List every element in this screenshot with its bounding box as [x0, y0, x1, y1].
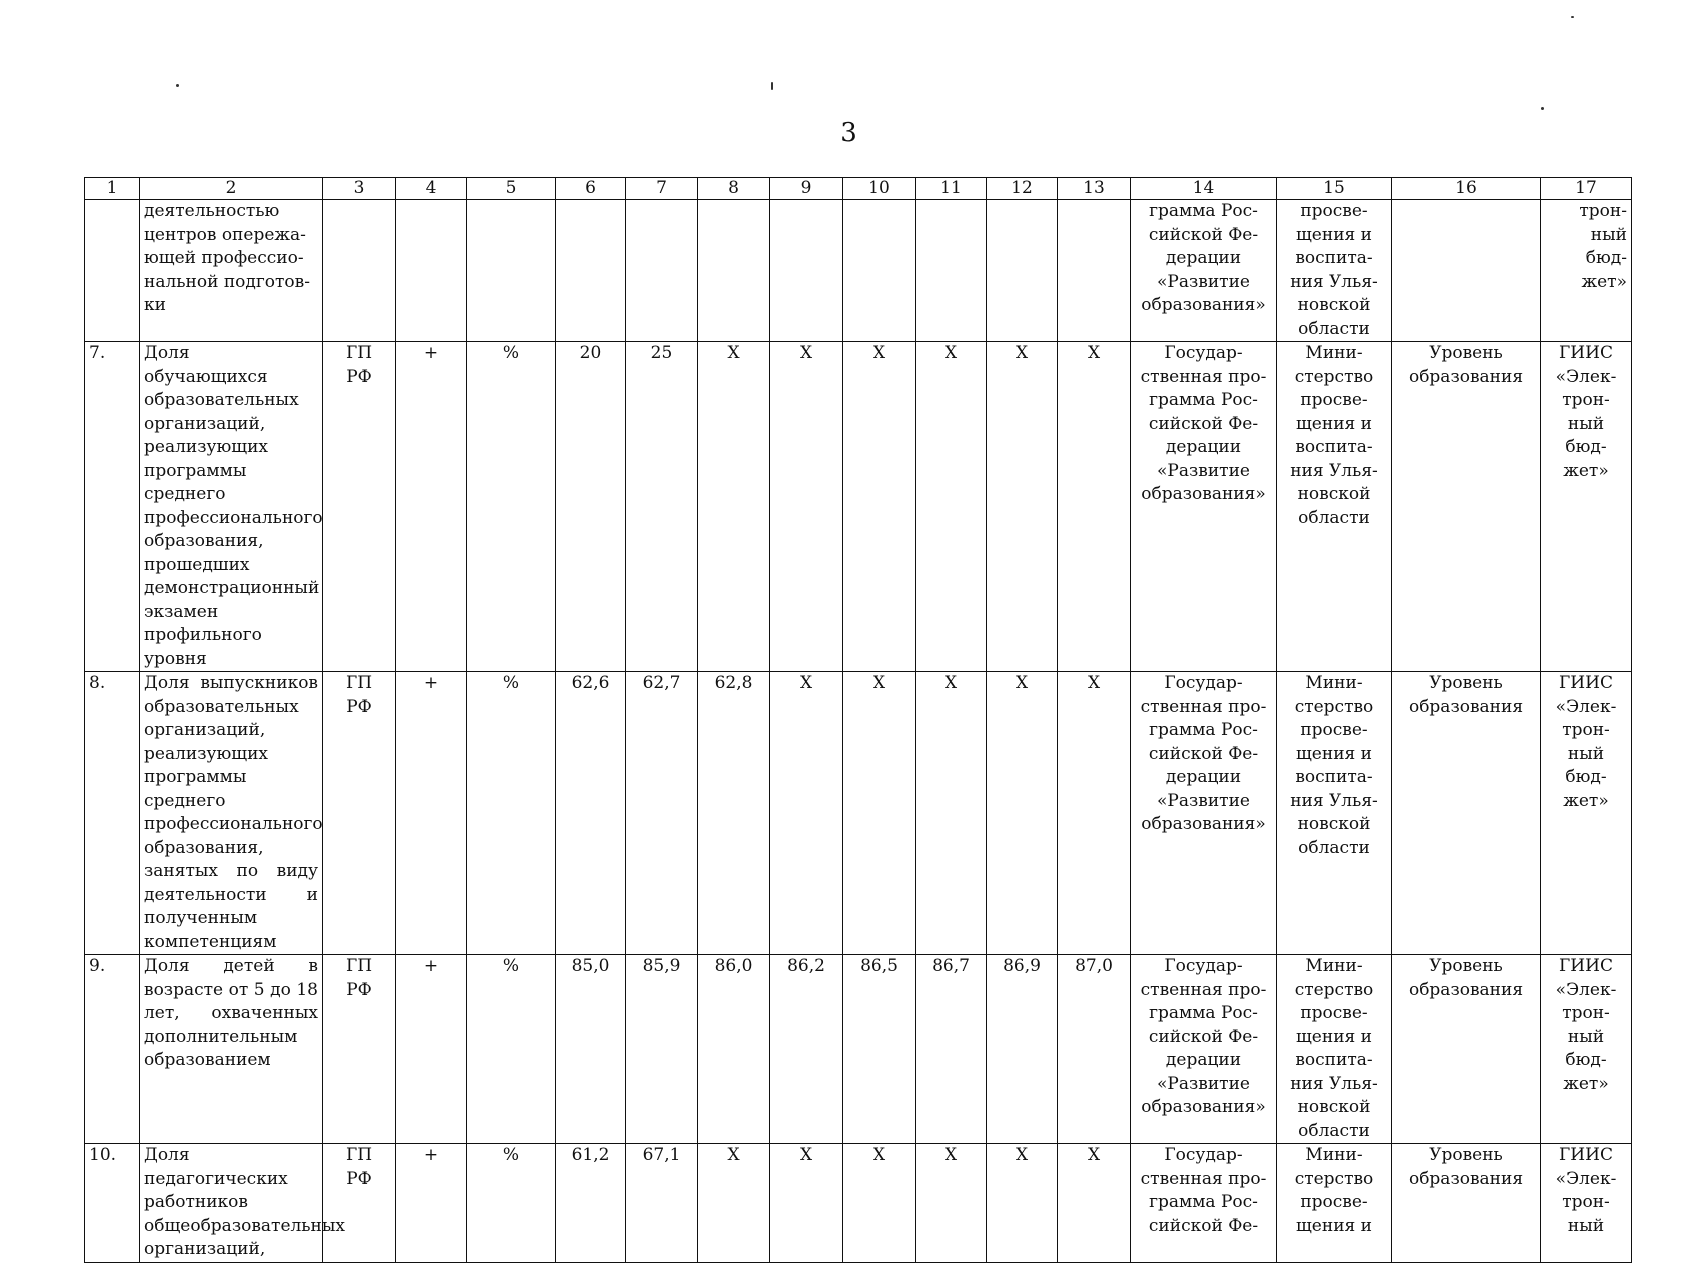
value-cell: X	[1058, 342, 1131, 672]
scan-speck	[1541, 107, 1544, 110]
responsible-cell: Мини- стерство просве- щения и воспита- ния Улья- новской области	[1277, 342, 1392, 672]
indicator-cell: Доля детей в возрасте от 5 до 18 лет, охваченных дополнительным образованием	[140, 955, 323, 1144]
num-cell: 10.	[85, 1144, 140, 1263]
value-cell: 85,0	[556, 955, 626, 1144]
num-cell: 8.	[85, 672, 140, 955]
value-cell: X	[987, 342, 1058, 672]
page-number: 3	[840, 118, 857, 148]
scan-speck	[771, 82, 773, 90]
direction-cell: +	[396, 955, 467, 1144]
value-cell: X	[916, 1144, 987, 1263]
value-cell: X	[843, 342, 916, 672]
program-cell: Государ- ственная про- грамма Рос- сийской Фе- дерации «Развитие образования»	[1131, 672, 1277, 955]
level-cell: Уровень образования	[1392, 672, 1541, 955]
num-cell: 9.	[85, 955, 140, 1144]
column-header: 1	[85, 178, 140, 200]
value-cell: X	[987, 672, 1058, 955]
program-cell: Государ- ственная про- грамма Рос- сийской Фе- дерации «Развитие образования»	[1131, 342, 1277, 672]
value-cell: 62,8	[698, 672, 770, 955]
source-cell: ГИИС «Элек- трон- ный бюд- жет»	[1541, 955, 1632, 1144]
program-cell: Государ- ственная про- грамма Рос- сийской Фе- дерации «Развитие образования»	[1131, 955, 1277, 1144]
empty-cell	[1392, 200, 1541, 342]
value-cell: 86,7	[916, 955, 987, 1144]
indicator-cell: Доля выпускников образовательных организаций, реализующих программы среднего профессионального образования, занятых по виду деятельности и полученным компетенциям	[140, 672, 323, 955]
value-cell: X	[1058, 672, 1131, 955]
unit-cell: %	[467, 955, 556, 1144]
level-cell: Уровень образования	[1392, 342, 1541, 672]
direction-cell: +	[396, 672, 467, 955]
direction-cell: +	[396, 1144, 467, 1263]
column-header: 12	[987, 178, 1058, 200]
column-header: 4	[396, 178, 467, 200]
value-cell: 62,7	[626, 672, 698, 955]
column-header: 5	[467, 178, 556, 200]
indicator-cell: Доля обучающихся образовательных организаций, реализующих программы среднего профессионального образования, прошедших демонстрационный экзамен профильного уровня	[140, 342, 323, 672]
indicator-cell: деятельностью центров опережа- ющей профессио- нальной подготов- ки	[140, 200, 323, 342]
column-header: 6	[556, 178, 626, 200]
scan-speck	[176, 84, 179, 87]
program-cell: грамма Рос- сийской Фе- дерации «Развитие образования»	[1131, 200, 1277, 342]
empty-cell	[1058, 200, 1131, 342]
empty-cell	[556, 200, 626, 342]
responsible-cell: Мини- стерство просве- щения и воспита- ния Улья- новской области	[1277, 955, 1392, 1144]
responsible-cell: просве- щения и воспита- ния Улья- новской области	[1277, 200, 1392, 342]
value-cell: 25	[626, 342, 698, 672]
value-cell: X	[770, 672, 843, 955]
responsible-cell: Мини- стерство просве- щения и воспита- ния Улья- новской области	[1277, 672, 1392, 955]
table-row	[85, 342, 1632, 672]
program-cell: Государ- ственная про- грамма Рос- сийской Фе-	[1131, 1144, 1277, 1263]
value-cell: X	[843, 672, 916, 955]
level-cell: Уровень образования	[1392, 955, 1541, 1144]
column-header: 9	[770, 178, 843, 200]
unit-cell: %	[467, 1144, 556, 1263]
scan-speck	[1571, 16, 1574, 18]
source-cell: ГИИС «Элек- трон- ный бюд- жет»	[1541, 672, 1632, 955]
value-cell: 86,5	[843, 955, 916, 1144]
empty-cell	[626, 200, 698, 342]
source-cell: ГИИС «Элек- трон- ный	[1541, 1144, 1632, 1263]
value-cell: X	[698, 1144, 770, 1263]
value-cell: 67,1	[626, 1144, 698, 1263]
column-header: 15	[1277, 178, 1392, 200]
empty-cell	[698, 200, 770, 342]
column-header: 11	[916, 178, 987, 200]
value-cell: 20	[556, 342, 626, 672]
column-header: 16	[1392, 178, 1541, 200]
basis-cell: ГП РФ	[323, 955, 396, 1144]
table-row-continued	[85, 200, 1632, 342]
source-cell: ГИИС «Элек- трон- ный бюд- жет»	[1541, 342, 1632, 672]
column-header: 7	[626, 178, 698, 200]
column-header: 3	[323, 178, 396, 200]
value-cell: 87,0	[1058, 955, 1131, 1144]
unit-cell: %	[467, 672, 556, 955]
value-cell: 86,2	[770, 955, 843, 1144]
value-cell: X	[770, 1144, 843, 1263]
empty-cell	[467, 200, 556, 342]
indicators-table	[84, 177, 1632, 1263]
basis-cell: ГП РФ	[323, 342, 396, 672]
empty-cell	[396, 200, 467, 342]
value-cell: X	[916, 342, 987, 672]
value-cell: X	[1058, 1144, 1131, 1263]
basis-cell: ГП РФ	[323, 672, 396, 955]
value-cell: X	[698, 342, 770, 672]
num-cell: 7.	[85, 342, 140, 672]
column-header: 10	[843, 178, 916, 200]
value-cell: 61,2	[556, 1144, 626, 1263]
empty-cell	[916, 200, 987, 342]
header-row	[85, 178, 1632, 200]
empty-cell	[770, 200, 843, 342]
value-cell: 86,9	[987, 955, 1058, 1144]
basis-cell: ГП РФ	[323, 1144, 396, 1263]
column-header: 14	[1131, 178, 1277, 200]
column-header: 13	[1058, 178, 1131, 200]
unit-cell: %	[467, 342, 556, 672]
table-row	[85, 955, 1632, 1144]
direction-cell: +	[396, 342, 467, 672]
level-cell: Уровень образования	[1392, 1144, 1541, 1263]
empty-cell	[987, 200, 1058, 342]
num-cell	[85, 200, 140, 342]
value-cell: X	[916, 672, 987, 955]
column-header: 17	[1541, 178, 1632, 200]
value-cell: X	[987, 1144, 1058, 1263]
value-cell: X	[770, 342, 843, 672]
source-cell: трон- ный бюд- жет»	[1541, 200, 1632, 342]
column-header: 8	[698, 178, 770, 200]
table-row	[85, 1144, 1632, 1263]
empty-cell	[323, 200, 396, 342]
value-cell: 85,9	[626, 955, 698, 1144]
table-row	[85, 672, 1632, 955]
value-cell: 62,6	[556, 672, 626, 955]
empty-cell	[843, 200, 916, 342]
value-cell: X	[843, 1144, 916, 1263]
value-cell: 86,0	[698, 955, 770, 1144]
indicator-cell: Доля педагогических работников общеобразовательных организаций,	[140, 1144, 323, 1263]
column-header: 2	[140, 178, 323, 200]
responsible-cell: Мини- стерство просве- щения и	[1277, 1144, 1392, 1263]
